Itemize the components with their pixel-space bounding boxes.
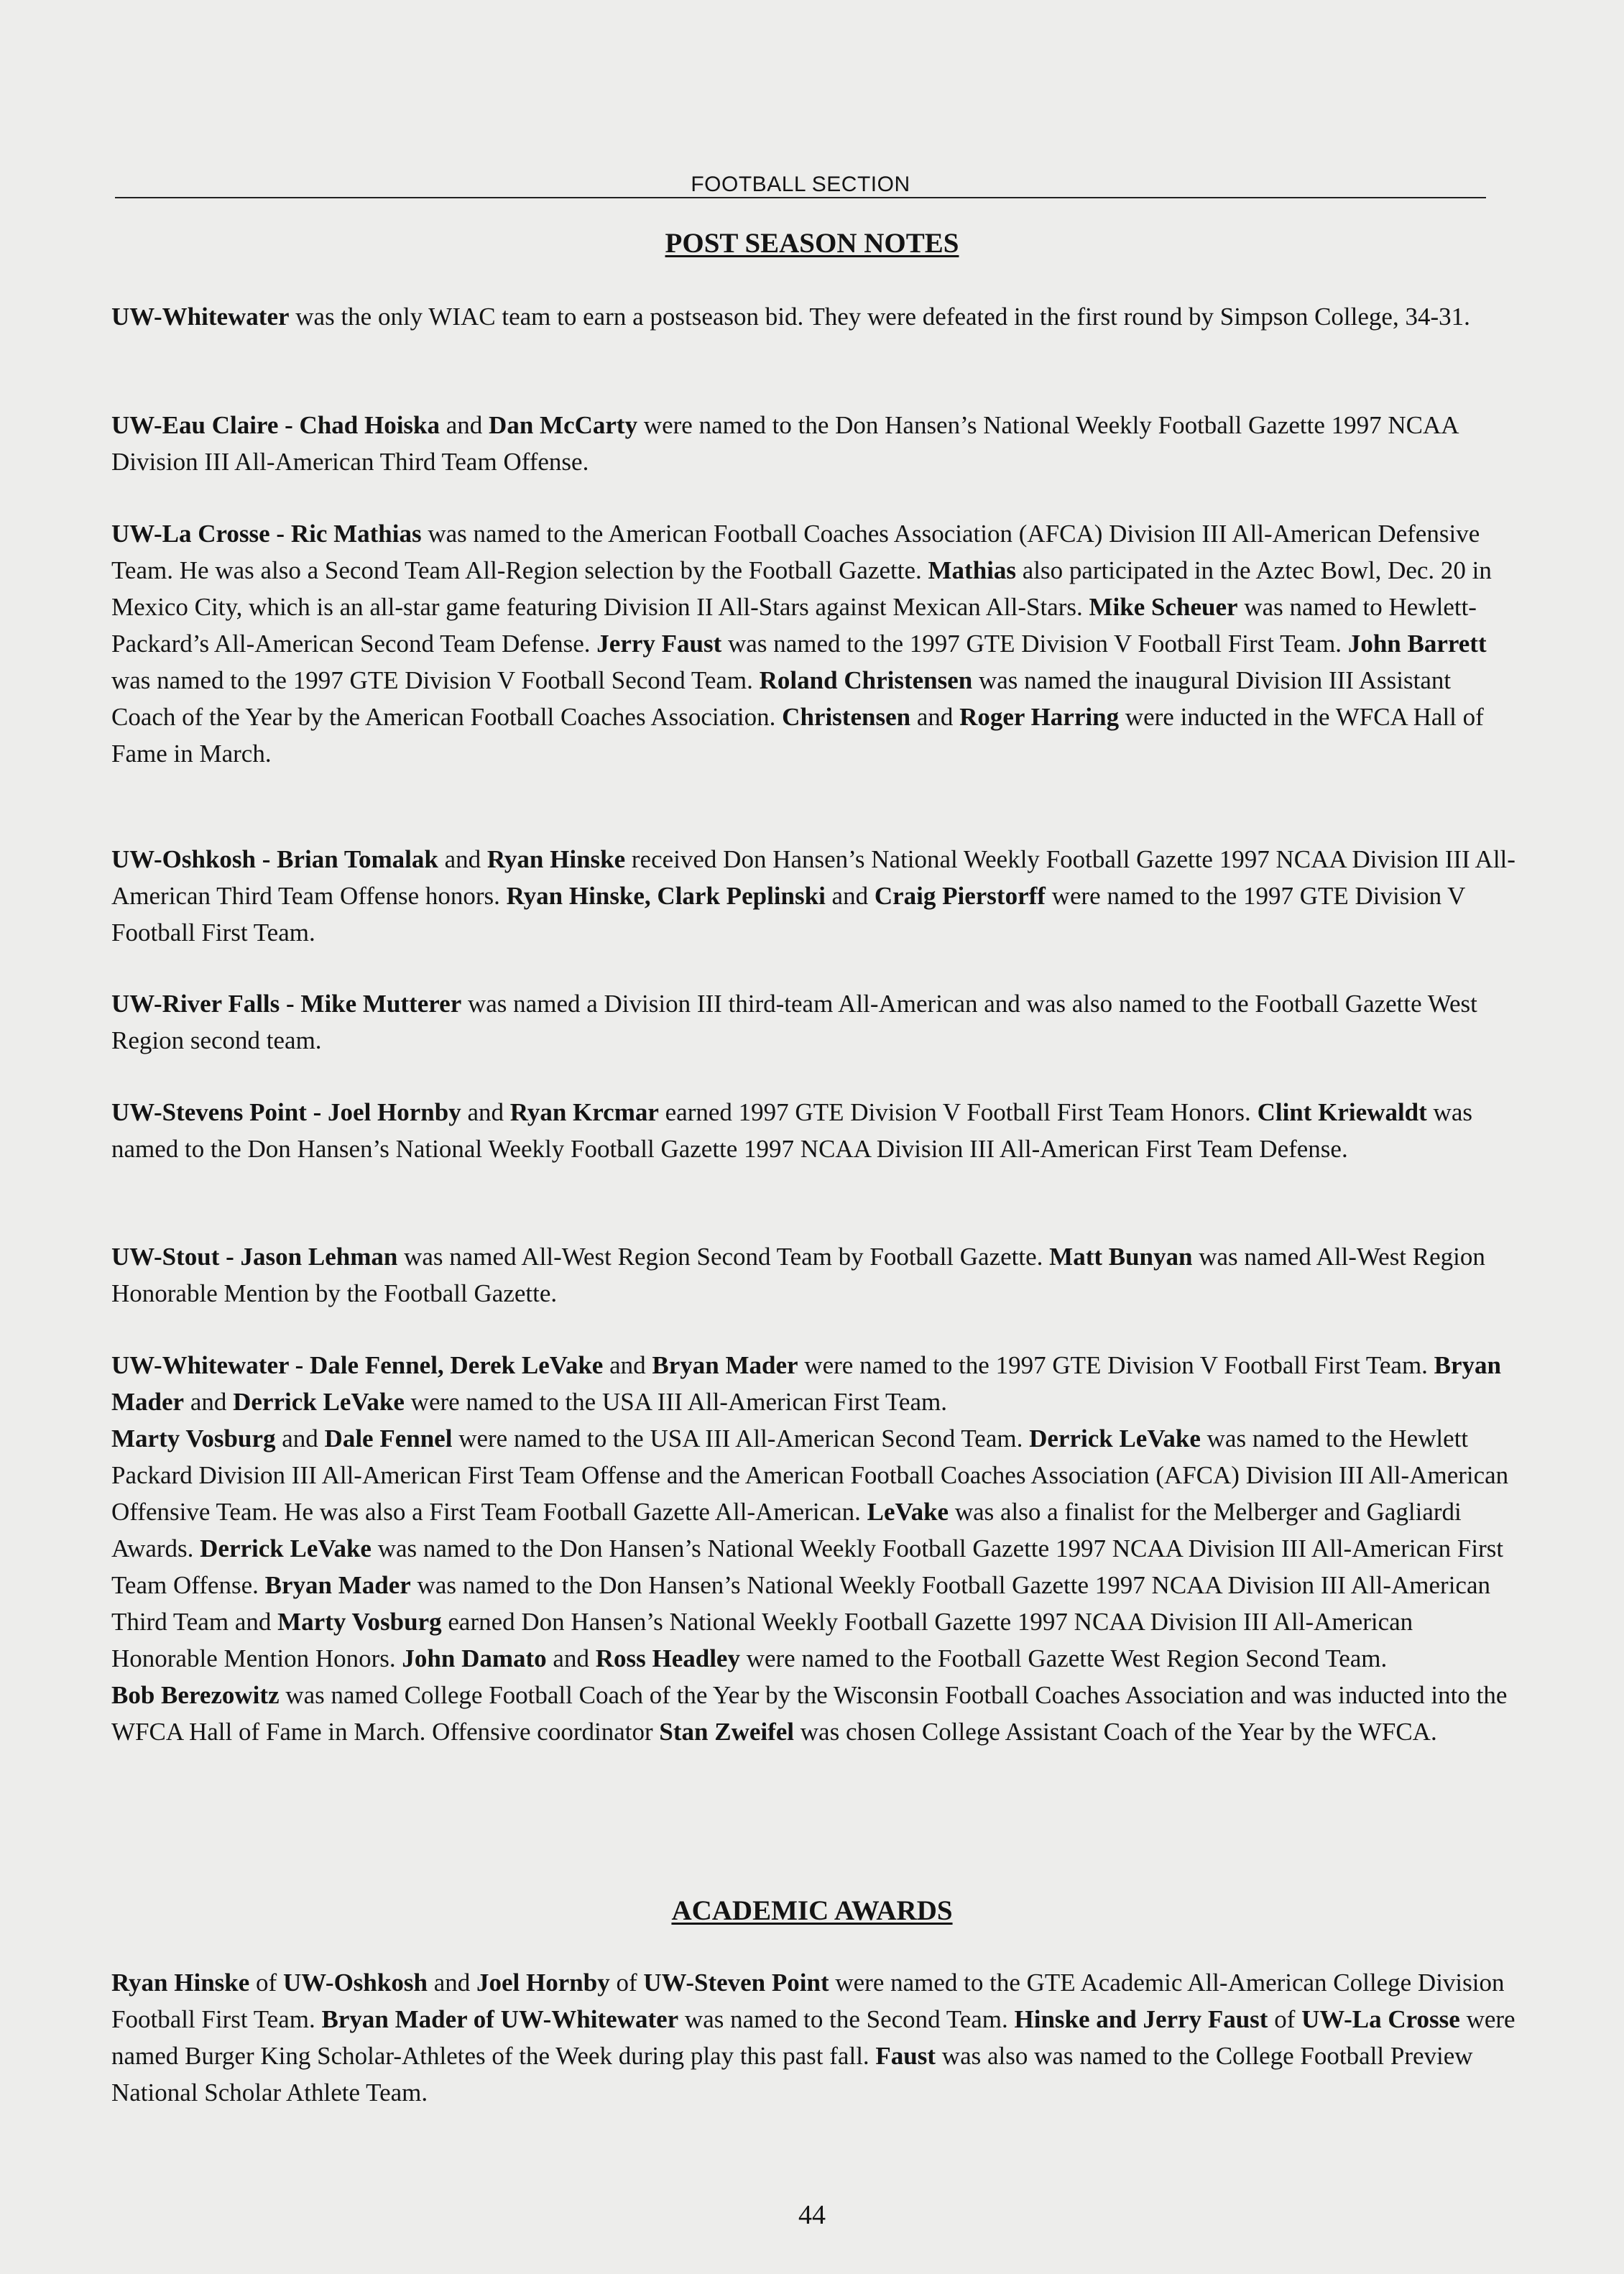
- text-run: was also was named to the College Football Preview National Scholar Athlete Team.: [111, 2042, 1473, 2107]
- bold-name-run: UW-Stout - Jason Lehman: [111, 1243, 398, 1271]
- section-title: FOOTBALL SECTION: [691, 172, 910, 196]
- text-run: were inducted in the WFCA Hall of Fame in March.: [111, 703, 1484, 768]
- text-run: was named to the 1997 GTE Division V Football Second Team.: [111, 666, 760, 694]
- bold-name-run: UW-La Crosse: [1301, 2005, 1460, 2033]
- bold-name-run: Matt Bunyan: [1049, 1243, 1193, 1271]
- bold-name-run: Mike Scheuer: [1089, 593, 1238, 621]
- academic-awards-heading: ACADEMIC AWARDS: [671, 1895, 953, 1926]
- bold-name-run: Marty Vosburg: [277, 1608, 442, 1636]
- bold-name-run: Ryan Hinske, Clark Peplinski: [506, 882, 826, 910]
- bold-name-run: Bryan Mader: [111, 1351, 1502, 1416]
- bold-name-run: Derrick LeVake: [1029, 1424, 1201, 1453]
- paragraph-stevens-point: [111, 1094, 1520, 1167]
- paragraph-whitewater-honors: [111, 1347, 1520, 1750]
- text-run: were named to the 1997 GTE Division V Football First Team.: [111, 882, 1465, 947]
- bold-name-run: LeVake: [867, 1498, 949, 1526]
- bold-name-run: Bryan Mader of UW-Whitewater: [321, 2005, 679, 2033]
- text-run: and: [910, 703, 960, 731]
- text-run: was chosen College Assistant Coach of the Year by the WFCA.: [794, 1718, 1437, 1746]
- text-run: was named to the Don Hansen’s National Weekly Football Gazette 1997 NCAA Division III All-American Third Team and: [111, 1571, 1490, 1636]
- bold-name-run: UW-Stevens Point - Joel Hornby: [111, 1098, 461, 1126]
- post-season-heading: POST SEASON NOTES: [665, 228, 959, 259]
- paragraph-eau-claire: [111, 407, 1520, 480]
- bold-name-run: Stan Zweifel: [659, 1718, 795, 1746]
- text-run: was named to the Don Hansen’s National Weekly Football Gazette 1997 NCAA Division III All-American First Team Offense.: [111, 1534, 1504, 1599]
- text-run: was named College Football Coach of the Year by the Wisconsin Football Coaches Association and was inducted into the WFCA Hall of Fame in March. Offensive coordinator: [111, 1681, 1508, 1746]
- text-run: of: [249, 1969, 283, 1997]
- text-run: and: [825, 882, 875, 910]
- bold-name-run: Craig Pierstorff: [874, 882, 1046, 910]
- text-run: were named to the 1997 GTE Division V Football First Team.: [798, 1351, 1434, 1379]
- bold-name-run: Christensen: [782, 703, 911, 731]
- text-run: was named to the American Football Coaches Association (AFCA) Division III All-American Defensive Team. He was also a Second Team All-Region selection by the Football Gazette.: [111, 520, 1480, 584]
- bold-name-run: Ross Headley: [595, 1644, 740, 1672]
- bold-name-run: UW-Steven Point: [643, 1969, 829, 1997]
- paragraph-oshkosh: [111, 841, 1520, 951]
- bold-name-run: John Barrett: [1347, 630, 1487, 658]
- text-run: and: [440, 411, 489, 439]
- text-run: received Don Hansen’s National Weekly Football Gazette 1997 NCAA Division III All-American Third Team Offense honors.: [111, 845, 1515, 910]
- bold-name-run: John Damato: [402, 1644, 547, 1672]
- bold-name-run: UW-Eau Claire - Chad Hoiska: [111, 411, 440, 439]
- text-run: was named All-West Region Honorable Mention by the Football Gazette.: [111, 1243, 1485, 1307]
- text-run: was named to the 1997 GTE Division V Football First Team.: [721, 630, 1348, 658]
- bold-name-run: Hinske and Jerry Faust: [1014, 2005, 1268, 2033]
- text-run: of: [609, 1969, 644, 1997]
- bold-name-run: Ryan Krcmar: [509, 1098, 659, 1126]
- bold-name-run: UW-Whitewater: [111, 303, 290, 331]
- bold-name-run: Derrick LeVake: [200, 1534, 372, 1562]
- text-run: and: [603, 1351, 652, 1379]
- paragraph-academic-awards: [111, 1964, 1520, 2111]
- bold-name-run: Ryan Hinske: [486, 845, 626, 873]
- text-run: of: [1268, 2005, 1302, 2033]
- bold-name-run: Mathias: [928, 556, 1017, 584]
- text-run: was named to the Second Team.: [678, 2005, 1015, 2033]
- paragraph-whitewater-postseason: [111, 298, 1520, 335]
- text-run: and: [184, 1388, 234, 1416]
- text-run: was named a Division III third-team All-American and was also named to the Football Gazette West Region second team.: [111, 990, 1477, 1054]
- bold-name-run: Roland Christensen: [759, 666, 973, 694]
- bold-name-run: UW-Oshkosh: [282, 1969, 428, 1997]
- bold-name-run: Roger Harring: [959, 703, 1120, 731]
- text-run: were named to the USA III All-American First Team.: [404, 1388, 947, 1416]
- text-run: were named to the USA III All-American Second Team.: [452, 1424, 1030, 1453]
- paragraph-river-falls: [111, 985, 1520, 1059]
- bold-name-run: UW-Whitewater - Dale Fennel, Derek LeVake: [111, 1351, 604, 1379]
- bold-name-run: Bob Berezowitz: [111, 1681, 280, 1709]
- bold-name-run: Bryan Mader: [652, 1351, 798, 1379]
- bold-name-run: Faust: [875, 2042, 936, 2070]
- bold-name-run: UW-La Crosse - Ric Mathias: [111, 520, 422, 548]
- text-run: was also a finalist for the Melberger and Gagliardi Awards.: [111, 1498, 1462, 1562]
- page-number: 44: [798, 2200, 826, 2230]
- bold-name-run: UW-River Falls - Mike Mutterer: [111, 990, 462, 1018]
- text-run: were named to the Football Gazette West Region Second Team.: [739, 1644, 1388, 1672]
- text-run: were named Burger King Scholar-Athletes of the Week during play this past fall.: [111, 2005, 1515, 2070]
- bold-name-run: Joel Hornby: [476, 1969, 610, 1997]
- text-run: were named to the GTE Academic All-American College Division Football First Team.: [111, 1969, 1505, 2033]
- text-run: was named to the Hewlett Packard Division III All-American First Team Offense and the American Football Coaches Association (AFCA) Division III All-American Offensive Team. He was also a First Team Football Gazette All-American.: [111, 1424, 1509, 1526]
- text-run: and: [546, 1644, 596, 1672]
- text-run: and: [427, 1969, 476, 1997]
- paragraph-la-crosse: [111, 515, 1520, 772]
- text-run: was the only WIAC team to earn a postseason bid. They were defeated in the first round by Simpson College, 34-31.: [289, 303, 1470, 331]
- text-run: was named to Hewlett-Packard’s All-American Second Team Defense.: [111, 593, 1477, 658]
- text-run: earned Don Hansen’s National Weekly Football Gazette 1997 NCAA Division III All-American Honorable Mention Honors.: [111, 1608, 1413, 1672]
- bold-name-run: Derrick LeVake: [233, 1388, 405, 1416]
- bold-name-run: Dale Fennel: [324, 1424, 453, 1453]
- bold-name-run: Bryan Mader: [264, 1571, 411, 1599]
- text-run: and: [275, 1424, 325, 1453]
- bold-name-run: Dan McCarty: [489, 411, 638, 439]
- text-run: and: [438, 845, 487, 873]
- bold-name-run: Marty Vosburg: [111, 1424, 276, 1453]
- text-run: and: [461, 1098, 510, 1126]
- text-run: was named All-West Region Second Team by Football Gazette.: [397, 1243, 1050, 1271]
- bold-name-run: Ryan Hinske: [111, 1969, 250, 1997]
- text-run: was named the inaugural Division III Assistant Coach of the Year by the American Football Coaches Association.: [111, 666, 1452, 731]
- bold-name-run: UW-Oshkosh - Brian Tomalak: [111, 845, 438, 873]
- bold-name-run: Clint Kriewaldt: [1257, 1098, 1427, 1126]
- bold-name-run: Jerry Faust: [596, 630, 722, 658]
- text-run: earned 1997 GTE Division V Football First Team Honors.: [658, 1098, 1258, 1126]
- text-run: also participated in the Aztec Bowl, Dec. 20 in Mexico City, which is an all-star game featuring Division II All-Stars against Mexican All-Stars.: [111, 556, 1492, 621]
- text-run: was named to the Don Hansen’s National Weekly Football Gazette 1997 NCAA Division III All-American First Team Defense.: [111, 1098, 1472, 1163]
- text-run: were named to the Don Hansen’s National Weekly Football Gazette 1997 NCAA Division III All-American Third Team Offense.: [111, 411, 1458, 476]
- paragraph-stout: [111, 1238, 1520, 1312]
- running-header: [115, 170, 1486, 198]
